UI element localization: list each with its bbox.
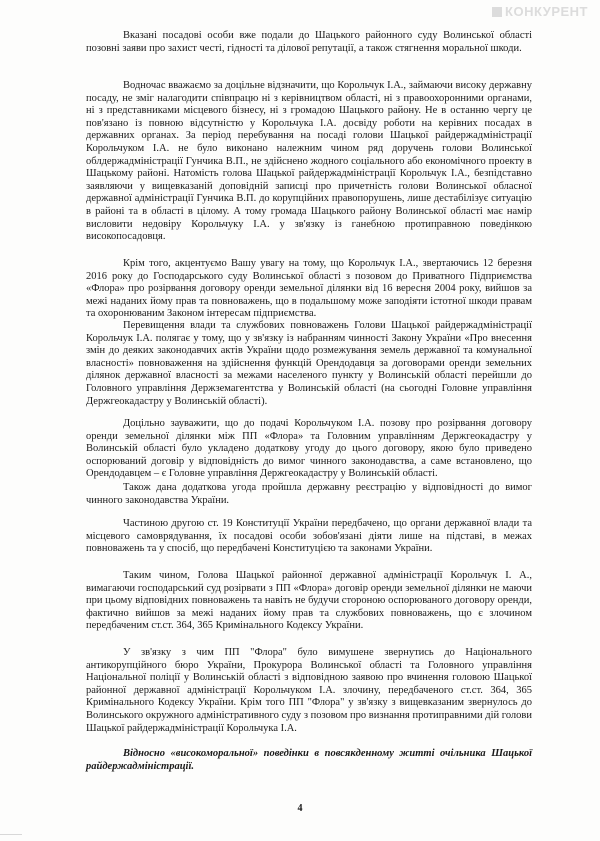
paragraph-exceeding-authority: Перевищення влади та службових повноважень Голови Шацької райдержадміністрації Корольчук І.А. полягає у тому, що у зв'язку із набранням чинності Закону України «Про внесення змін до деяких законодавчих актів України щодо розмежування земель державної та комунальної власності» повноваження на здійснення функцій Орендодавця за договорами оренди земельних ділянок державної власності за межами населеного пункту у Волинській області перейшли до Головного управління Держземагентства у Волинській області (на сьогодні Головне управління Держгеокадастру у Волинській області). (86, 320, 532, 407)
paragraph-additional-agreement: Доцільно зауважити, що до подачі Корольчуком І.А. позову про розірвання договору оренди земельної ділянки між ПП «Флора» та Головним управлінням Держгеокадастру у Волинській області було укладено додаткову угоду до цього договору, якою було приведено оспорюваний договір у відповідність до вимог чинного законодавства, а саме встановлено, що Орендодавцем – є Головне управління Держгеокадастру у Волинській області. (86, 418, 532, 480)
publisher-watermark (492, 4, 588, 19)
page-number: 4 (297, 803, 303, 814)
paragraph-flora-lawsuit: Крім того, акцентуємо Вашу увагу на тому, що Корольчук І.А., звертаючись 12 березня 2016 року до Господарського суду Волинської області з позовом до Приватного Підприємства «Флора» про розірвання договору оренди земельної ділянки від 16 вересня 2004 року, вийшов за межі наданих йому прав та повноважень, що в подальшому може заподіяти істотної шкоди правам та охоронюваним Законом інтересам підприємства. (86, 258, 532, 320)
paragraph-behaviour-heading: Відносно «високоморальної» поведінки в повсякденному житті очільника Шацької райдержадміністрації. (86, 748, 532, 772)
paragraph-conclusion: Таким чином, Голова Шацької районної державної адміністрації Корольчук І. А., вимагаючи господарський суд розірвати з ПП «Флора» договір оренди земельної ділянки не маючи при цьому відповідних повноважень та навіть не будучи стороною оспорюваного договору оренди, фактично вийшов за межі наданих йому прав та службових повноважень, що є злочином передбаченим ст.ст. 364, 365 Кримінального Кодексу України. (86, 570, 532, 632)
scan-edge-mark (0, 834, 22, 835)
paragraph-cooperation: Водночас вважаємо за доцільне відзначити, що Корольчук І.А., займаючи високу державну посаду, не зміг налагодити співпрацю ні з керівництвом області, ні з правоохоронними органами, ні з представниками місцевого бізнесу, ні з громадою Шацького району. Не в останню чергу це пов'язано із повною відсутністю у Корольчука І.А. досвіду роботи на керівних посадах в державних органах. За період перебування на посаді голови Шацької райдержадміністрації Корольчуком І.А. не було виконано належним чином ряд доручень голови Волинської облдержадміністрації Гунчика В.П., не здійснено жодного соціального або економічного проекту в Шацькому районі. Натомість голова Шацької райдержадміністрації Корольчук І.А., безпідставно заявляючи у вищевказаній доповідній записці про причетність голови Волинської обласної державної адміністрації Гунчика В.П. до корупційних правопорушень, лише дестабілізує ситуацію в районі та в області в цілому. А тому громада Шацького району Волинської області має намір висловити недовіру Корольчуку І.А. у зв'язку із ганебною протиправною поведінкою високопосадовця. (86, 80, 532, 243)
paragraph-registration: Також дана додаткова угода пройшла державну реєстрацію у відповідності до вимог чинного законодавства України. (86, 482, 532, 506)
paragraph-constitution: Частиною другою ст. 19 Конституції України передбачено, що органи державної влади та місцевого самоврядування, їх посадові особи зобов'язані діяти лише на підставі, в межах повноважень та у спосіб, що передбачені Конституцією та законами України. (86, 518, 532, 555)
newspaper-logo-icon (492, 7, 502, 17)
watermark-text: КОНКУРЕНТ (505, 4, 588, 19)
paragraph-nabu-appeal: У зв'язку з чим ПП "Флора" було вимушене звернутись до Національного антикорупційного бюро України, Прокурора Волинської області та Головного управління Національної поліції у Волинській області з відповідною заявою про вчинення головою Шацької районної державної адміністрації Корольчуком І.А. злочину, передбаченого ст.ст. 364, 365 Кримінального Кодексу України. Крім того ПП "Флора" у зв'язку з вищевказаним звернулось до Волинського окружного адміністративного суду з позовом про визнання протиправними дій голови Шацької райдержадміністрації Корольчука І.А. (86, 647, 532, 734)
paragraph-lawsuits: Вказані посадові особи вже подали до Шацького районного суду Волинської області позовні заяви про захист честі, гідності та ділової репутації, а також стягнення моральної шкоди. (86, 30, 532, 54)
